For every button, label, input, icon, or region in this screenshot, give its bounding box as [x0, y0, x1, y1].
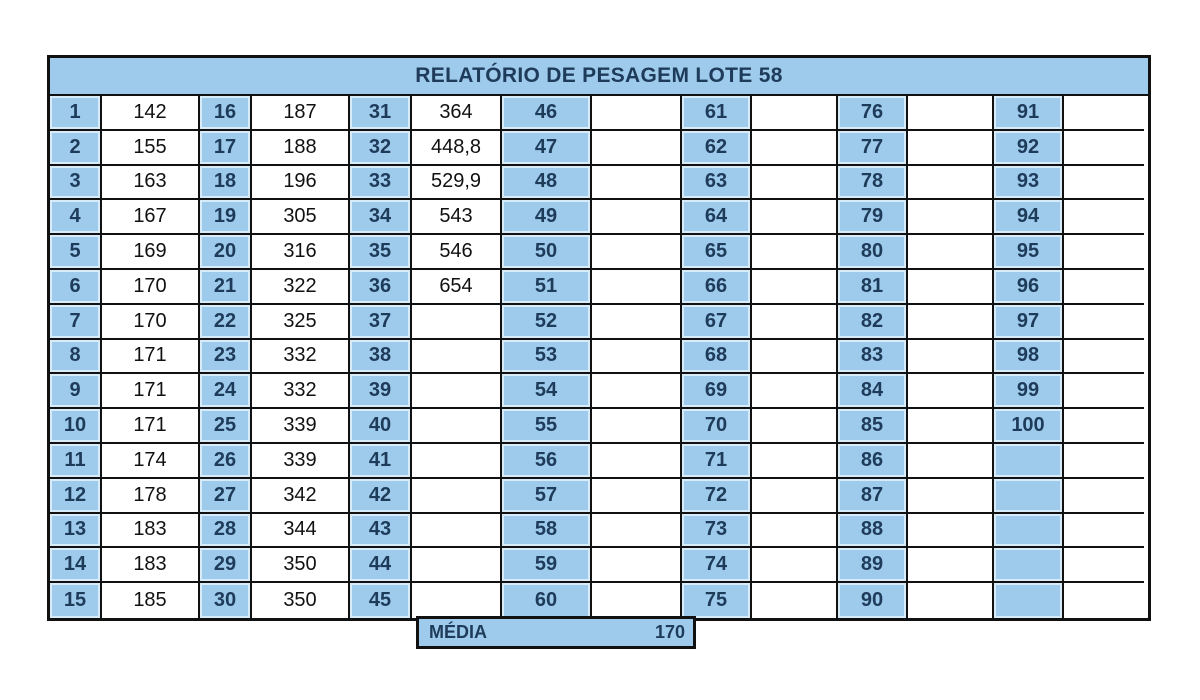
row-number-cell: 61: [682, 96, 752, 131]
row-number-cell: 73: [682, 514, 752, 549]
weight-value-cell: [1064, 548, 1144, 583]
row-number-cell: 80: [838, 235, 908, 270]
weight-value-cell: [592, 96, 682, 131]
row-number-cell: 9: [50, 374, 102, 409]
weight-value-cell: [908, 340, 994, 375]
weight-value-cell: 305: [252, 200, 350, 235]
row-number-cell: 50: [502, 235, 592, 270]
row-number-cell: 97: [994, 305, 1064, 340]
row-number-cell: 60: [502, 583, 592, 618]
row-number-cell: 93: [994, 166, 1064, 201]
row-number-cell: 49: [502, 200, 592, 235]
row-number-cell: 29: [200, 548, 252, 583]
row-number-cell: 25: [200, 409, 252, 444]
weight-value-cell: [592, 374, 682, 409]
weight-value-cell: [592, 270, 682, 305]
weight-value-cell: 174: [102, 444, 200, 479]
weight-value-cell: [752, 131, 838, 166]
weight-value-cell: [908, 409, 994, 444]
row-number-cell: 39: [350, 374, 412, 409]
weight-value-cell: 163: [102, 166, 200, 201]
row-number-cell: 51: [502, 270, 592, 305]
weight-value-cell: [592, 305, 682, 340]
weight-value-cell: [1064, 235, 1144, 270]
weight-value-cell: [752, 96, 838, 131]
weight-value-cell: 325: [252, 305, 350, 340]
row-number-cell: 8: [50, 340, 102, 375]
row-number-cell: [994, 514, 1064, 549]
weight-value-cell: [1064, 340, 1144, 375]
row-number-cell: 52: [502, 305, 592, 340]
row-number-cell: 76: [838, 96, 908, 131]
weight-value-cell: 183: [102, 514, 200, 549]
weight-value-cell: [1064, 270, 1144, 305]
row-number-cell: [994, 548, 1064, 583]
weight-value-cell: [752, 548, 838, 583]
weight-value-cell: [592, 340, 682, 375]
weight-value-cell: [1064, 96, 1144, 131]
row-number-cell: 90: [838, 583, 908, 618]
row-number-cell: 26: [200, 444, 252, 479]
weight-value-cell: [908, 548, 994, 583]
weight-value-cell: 364: [412, 96, 502, 131]
row-number-cell: 6: [50, 270, 102, 305]
row-number-cell: 1: [50, 96, 102, 131]
row-number-cell: 86: [838, 444, 908, 479]
weight-value-cell: 332: [252, 340, 350, 375]
weight-value-cell: 169: [102, 235, 200, 270]
weight-value-cell: [592, 235, 682, 270]
weight-value-cell: [412, 514, 502, 549]
row-number-cell: 16: [200, 96, 252, 131]
row-number-cell: 13: [50, 514, 102, 549]
weight-value-cell: [908, 514, 994, 549]
row-number-cell: 99: [994, 374, 1064, 409]
weight-value-cell: [908, 200, 994, 235]
row-number-cell: 7: [50, 305, 102, 340]
row-number-cell: 37: [350, 305, 412, 340]
weight-value-cell: [592, 200, 682, 235]
row-number-cell: 82: [838, 305, 908, 340]
row-number-cell: 100: [994, 409, 1064, 444]
weight-value-cell: [752, 270, 838, 305]
row-number-cell: 78: [838, 166, 908, 201]
weight-value-cell: [412, 444, 502, 479]
weight-value-cell: [1064, 200, 1144, 235]
row-number-cell: 10: [50, 409, 102, 444]
row-number-cell: 54: [502, 374, 592, 409]
weight-value-cell: [412, 374, 502, 409]
row-number-cell: 65: [682, 235, 752, 270]
weight-value-cell: 171: [102, 340, 200, 375]
report-title: RELATÓRIO DE PESAGEM LOTE 58: [50, 58, 1148, 96]
row-number-cell: 69: [682, 374, 752, 409]
weight-value-cell: [752, 235, 838, 270]
weight-value-cell: [412, 340, 502, 375]
weight-value-cell: 188: [252, 131, 350, 166]
weight-value-cell: [412, 548, 502, 583]
row-number-cell: 89: [838, 548, 908, 583]
row-number-cell: 75: [682, 583, 752, 618]
weight-value-cell: 155: [102, 131, 200, 166]
weight-value-cell: [412, 583, 502, 618]
weight-value-cell: [592, 166, 682, 201]
weight-value-cell: [908, 270, 994, 305]
weight-value-cell: [752, 305, 838, 340]
row-number-cell: 84: [838, 374, 908, 409]
average-value: 170: [654, 622, 685, 642]
row-number-cell: 5: [50, 235, 102, 270]
row-number-cell: 19: [200, 200, 252, 235]
weight-value-cell: [752, 374, 838, 409]
row-number-cell: 56: [502, 444, 592, 479]
weight-value-cell: [908, 131, 994, 166]
row-number-cell: 2: [50, 131, 102, 166]
row-number-cell: 27: [200, 479, 252, 514]
weight-value-cell: 654: [412, 270, 502, 305]
weight-value-cell: [1064, 514, 1144, 549]
weight-value-cell: [752, 200, 838, 235]
row-number-cell: 18: [200, 166, 252, 201]
weight-value-cell: 187: [252, 96, 350, 131]
row-number-cell: 4: [50, 200, 102, 235]
weight-value-cell: [908, 305, 994, 340]
row-number-cell: 98: [994, 340, 1064, 375]
weight-value-cell: 196: [252, 166, 350, 201]
weight-value-cell: 167: [102, 200, 200, 235]
row-number-cell: 67: [682, 305, 752, 340]
row-number-cell: 68: [682, 340, 752, 375]
weight-value-cell: [1064, 409, 1144, 444]
row-number-cell: 70: [682, 409, 752, 444]
row-number-cell: 42: [350, 479, 412, 514]
row-number-cell: 77: [838, 131, 908, 166]
row-number-cell: [994, 444, 1064, 479]
row-number-cell: 72: [682, 479, 752, 514]
weight-value-cell: [752, 583, 838, 618]
weight-value-cell: [1064, 479, 1144, 514]
weight-value-cell: [592, 409, 682, 444]
row-number-cell: 58: [502, 514, 592, 549]
weight-value-cell: 170: [102, 270, 200, 305]
row-number-cell: 20: [200, 235, 252, 270]
weight-value-cell: [908, 235, 994, 270]
weight-value-cell: [752, 444, 838, 479]
row-number-cell: 46: [502, 96, 592, 131]
row-number-cell: 21: [200, 270, 252, 305]
row-number-cell: 63: [682, 166, 752, 201]
row-number-cell: 96: [994, 270, 1064, 305]
row-number-cell: 41: [350, 444, 412, 479]
weight-value-cell: [908, 444, 994, 479]
row-number-cell: 91: [994, 96, 1064, 131]
row-number-cell: [994, 479, 1064, 514]
row-number-cell: 24: [200, 374, 252, 409]
row-number-cell: 31: [350, 96, 412, 131]
weight-value-cell: [592, 131, 682, 166]
row-number-cell: 35: [350, 235, 412, 270]
weight-value-cell: 546: [412, 235, 502, 270]
weight-value-cell: [908, 583, 994, 618]
weight-value-cell: 350: [252, 583, 350, 618]
weight-value-cell: [752, 340, 838, 375]
weight-value-cell: 529,9: [412, 166, 502, 201]
weight-value-cell: 170: [102, 305, 200, 340]
weight-value-cell: 142: [102, 96, 200, 131]
row-number-cell: 14: [50, 548, 102, 583]
weight-value-cell: [1064, 583, 1144, 618]
weight-value-cell: [1064, 131, 1144, 166]
weight-value-cell: 342: [252, 479, 350, 514]
weight-value-cell: [592, 583, 682, 618]
row-number-cell: 28: [200, 514, 252, 549]
row-number-cell: 55: [502, 409, 592, 444]
row-number-cell: 94: [994, 200, 1064, 235]
weight-value-cell: [908, 96, 994, 131]
row-number-cell: 33: [350, 166, 412, 201]
row-number-cell: 62: [682, 131, 752, 166]
row-number-cell: 3: [50, 166, 102, 201]
weight-value-cell: [908, 479, 994, 514]
weight-value-cell: [592, 548, 682, 583]
weights-grid: [50, 96, 1148, 618]
row-number-cell: 74: [682, 548, 752, 583]
weighing-report-table: [47, 55, 1151, 621]
weight-value-cell: [752, 166, 838, 201]
weight-value-cell: 171: [102, 374, 200, 409]
row-number-cell: 66: [682, 270, 752, 305]
weight-value-cell: [1064, 444, 1144, 479]
average-label: MÉDIA: [429, 622, 487, 642]
row-number-cell: 30: [200, 583, 252, 618]
weight-value-cell: 183: [102, 548, 200, 583]
weight-value-cell: [1064, 305, 1144, 340]
row-number-cell: 95: [994, 235, 1064, 270]
row-number-cell: 40: [350, 409, 412, 444]
weight-value-cell: 339: [252, 409, 350, 444]
weight-value-cell: [752, 479, 838, 514]
weight-value-cell: 185: [102, 583, 200, 618]
weight-value-cell: [592, 479, 682, 514]
row-number-cell: 34: [350, 200, 412, 235]
row-number-cell: 38: [350, 340, 412, 375]
weight-value-cell: [412, 305, 502, 340]
row-number-cell: 36: [350, 270, 412, 305]
row-number-cell: 22: [200, 305, 252, 340]
row-number-cell: 83: [838, 340, 908, 375]
weight-value-cell: 316: [252, 235, 350, 270]
weight-value-cell: [752, 409, 838, 444]
row-number-cell: 43: [350, 514, 412, 549]
weight-value-cell: [412, 409, 502, 444]
weight-value-cell: 448,8: [412, 131, 502, 166]
row-number-cell: 64: [682, 200, 752, 235]
row-number-cell: 12: [50, 479, 102, 514]
row-number-cell: 23: [200, 340, 252, 375]
weight-value-cell: 344: [252, 514, 350, 549]
row-number-cell: 57: [502, 479, 592, 514]
row-number-cell: 17: [200, 131, 252, 166]
row-number-cell: 87: [838, 479, 908, 514]
weight-value-cell: 332: [252, 374, 350, 409]
row-number-cell: 48: [502, 166, 592, 201]
row-number-cell: 92: [994, 131, 1064, 166]
weight-value-cell: [412, 479, 502, 514]
weight-value-cell: [908, 374, 994, 409]
weight-value-cell: 171: [102, 409, 200, 444]
weight-value-cell: 543: [412, 200, 502, 235]
weight-value-cell: 350: [252, 548, 350, 583]
weight-value-cell: [592, 444, 682, 479]
weight-value-cell: 178: [102, 479, 200, 514]
weight-value-cell: 339: [252, 444, 350, 479]
weight-value-cell: [1064, 166, 1144, 201]
row-number-cell: 44: [350, 548, 412, 583]
row-number-cell: 79: [838, 200, 908, 235]
row-number-cell: 32: [350, 131, 412, 166]
weight-value-cell: [1064, 374, 1144, 409]
average-box: [416, 616, 696, 649]
row-number-cell: 71: [682, 444, 752, 479]
row-number-cell: [994, 583, 1064, 618]
weight-value-cell: [592, 514, 682, 549]
weight-value-cell: [752, 514, 838, 549]
row-number-cell: 85: [838, 409, 908, 444]
weight-value-cell: [908, 166, 994, 201]
row-number-cell: 15: [50, 583, 102, 618]
row-number-cell: 81: [838, 270, 908, 305]
row-number-cell: 11: [50, 444, 102, 479]
row-number-cell: 59: [502, 548, 592, 583]
row-number-cell: 47: [502, 131, 592, 166]
weight-value-cell: 322: [252, 270, 350, 305]
row-number-cell: 53: [502, 340, 592, 375]
row-number-cell: 88: [838, 514, 908, 549]
row-number-cell: 45: [350, 583, 412, 618]
